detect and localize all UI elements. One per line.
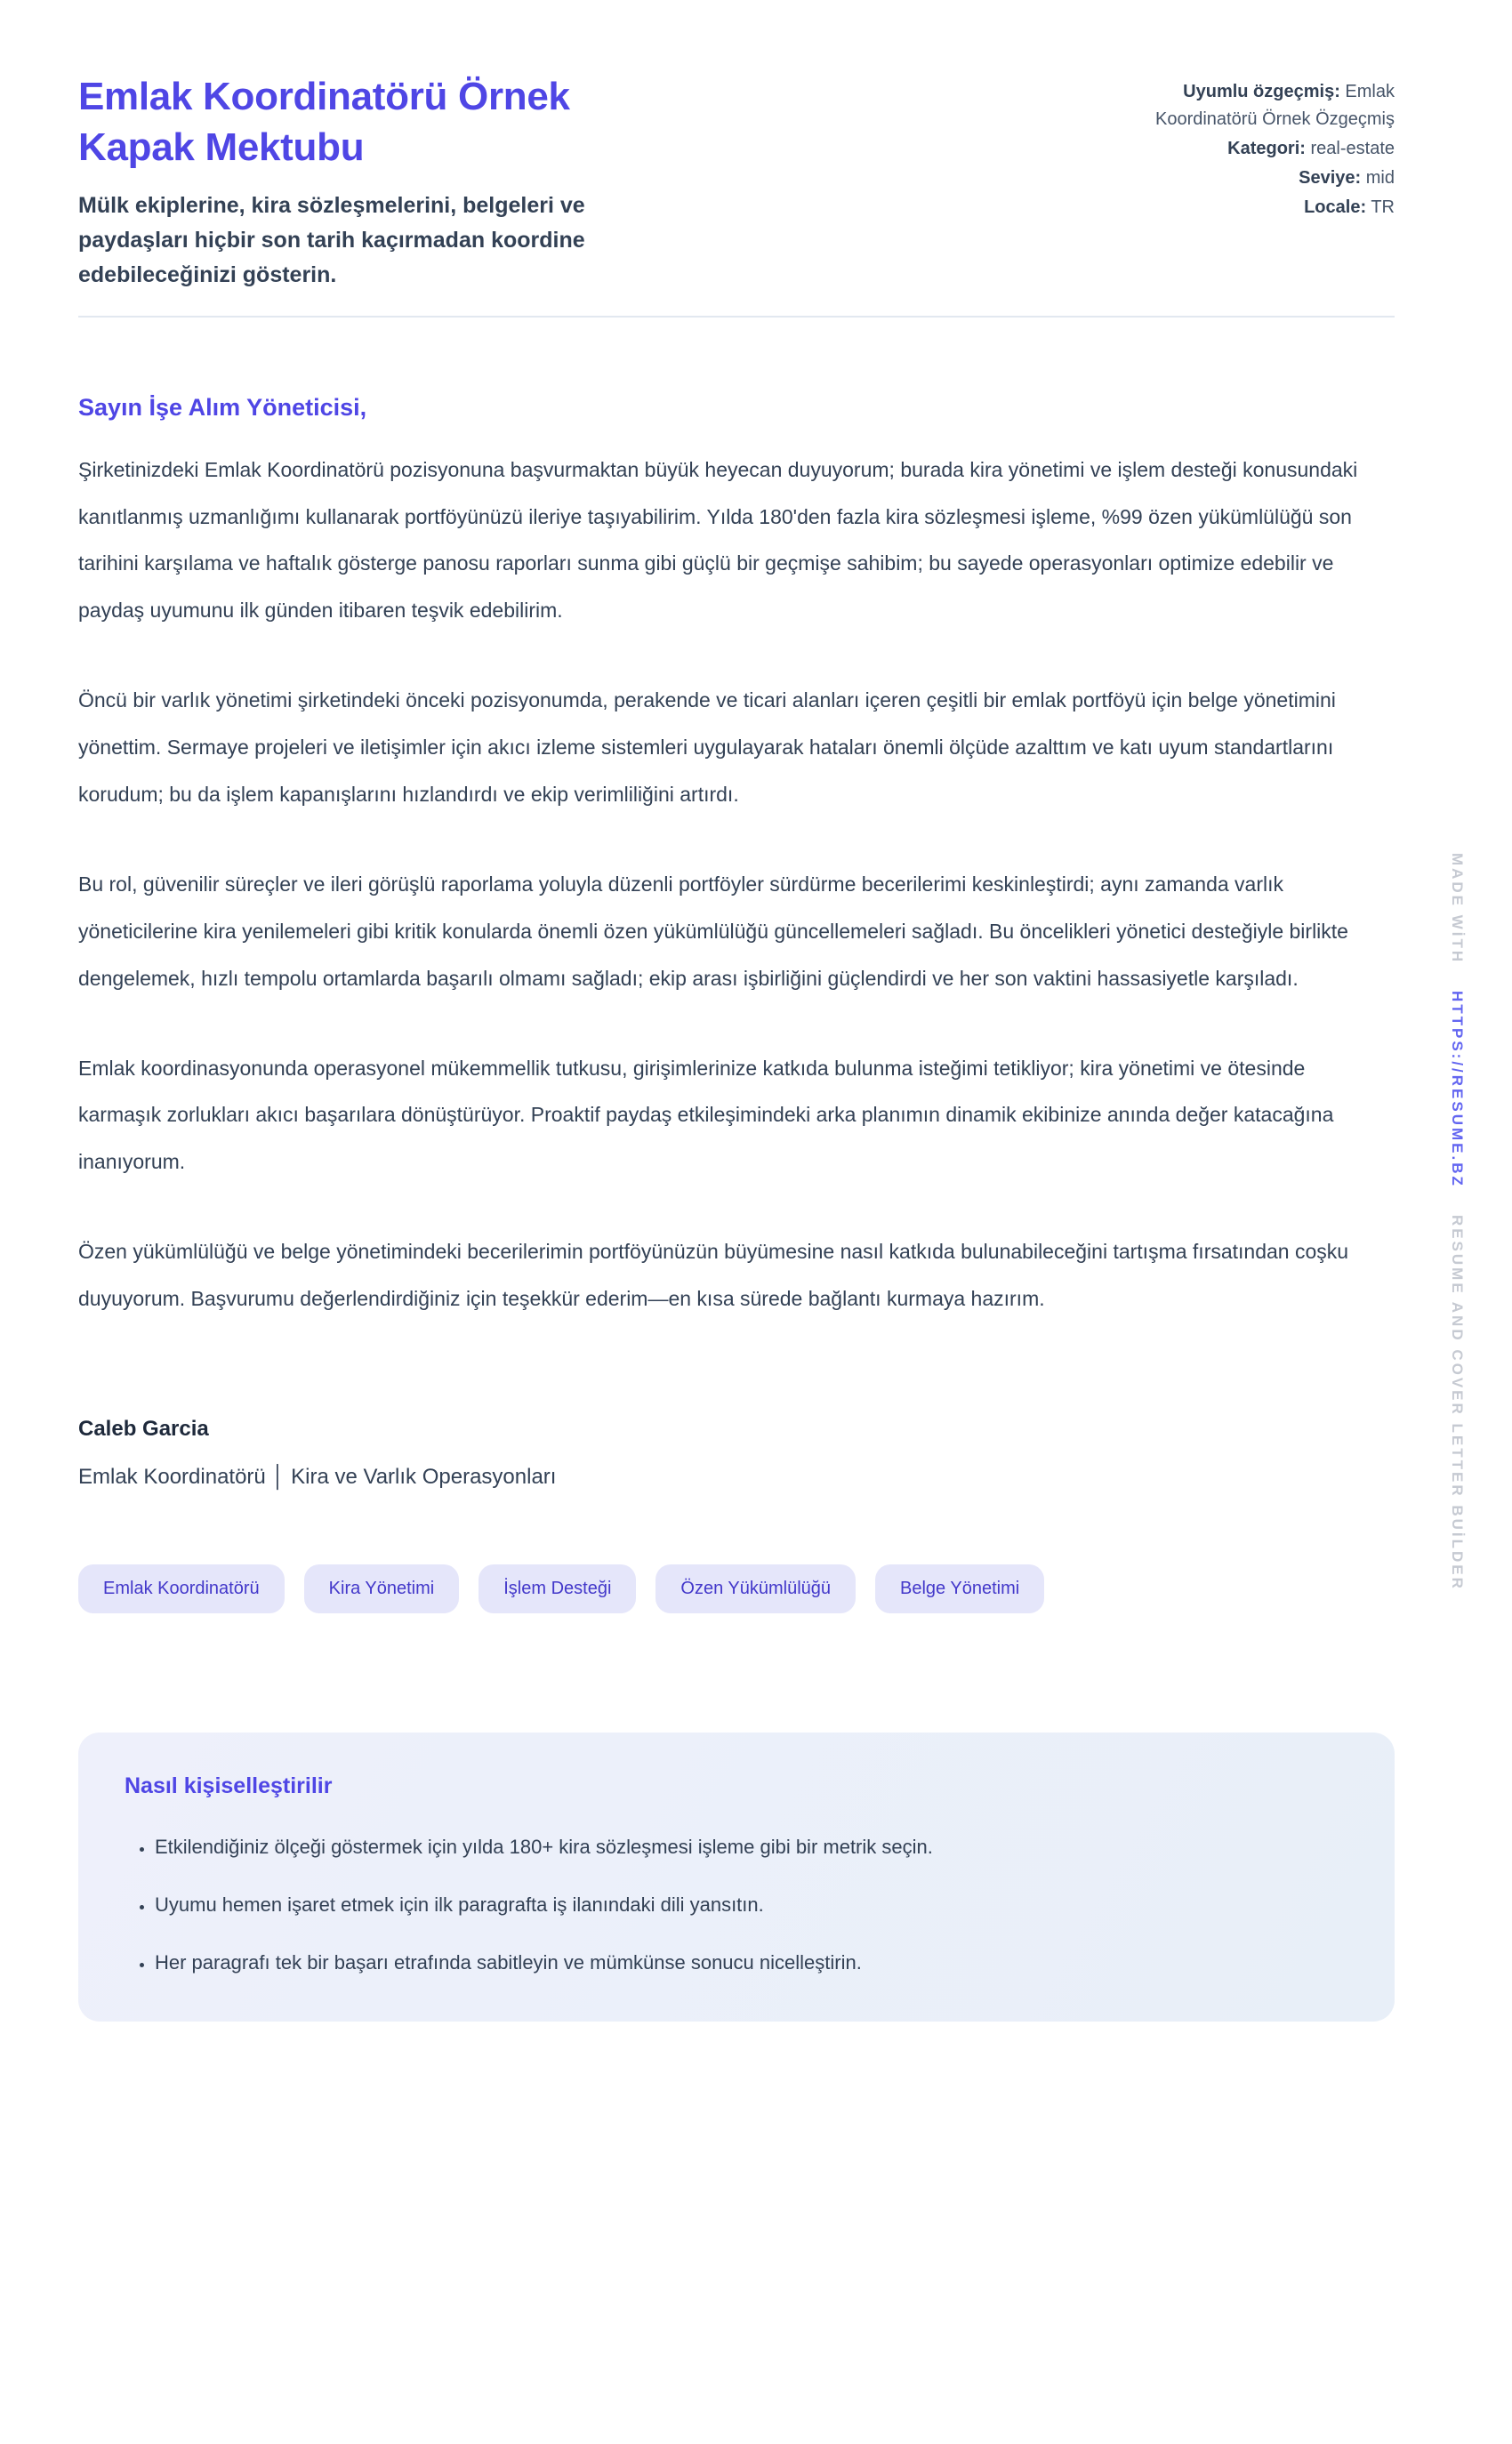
tag-pill-emlak-koordinatoru[interactable]: Emlak Koordinatörü <box>78 1564 285 1613</box>
tag-pill-islem-destegi[interactable]: İşlem Desteği <box>479 1564 636 1613</box>
cover-letter-page <box>78 0 1395 2022</box>
page-subtitle: Mülk ekiplerine, kira sözleşmelerini, belgeleri ve paydaşları hiçbir son tarih kaçırmadan koordine edebileceğinizi gösterin. <box>78 193 585 287</box>
tag-pill-kira-yonetimi[interactable]: Kira Yönetimi <box>304 1564 460 1613</box>
meta-label: Locale: <box>1304 197 1367 217</box>
divider <box>78 316 1395 318</box>
watermark <box>1448 853 1466 1591</box>
tips-box <box>78 1733 1395 2022</box>
letter-paragraph: Özen yükümlülüğü ve belge yönetimindeki becerilerimin portföyünüzün büyümesine nasıl katkıda bulunabileceğini tartışma fırsatından coşku duyuyorum. Başvurumu değerlendirdiğiniz için teşekkür ederim—en kısa sürede bağlantı kurmaya hazırım. <box>78 1240 1349 1311</box>
header <box>78 71 1395 293</box>
meta-block <box>1119 71 1395 223</box>
meta-label: Kategori: <box>1227 139 1306 158</box>
page-title: Emlak Koordinatörü Örnek Kapak Mektubu <box>78 75 570 170</box>
tips-list <box>125 1831 1348 1979</box>
letter-paragraph: Bu rol, güvenilir süreçler ve ileri görüşlü raporlama yoluyla düzenli portföyler sürdürme becerilerimi keskinleştirdi; aynı zamanda varlık yöneticilerine kira yenilemeleri gibi kritik konularda önemli özen yükümlülüğü güncellemeleri sağladı. Bu öncelikleri yönetici desteğiyle birlikte dengelemek, hızlı tempolu ortamlarda başarılı olmamı sağladı; ekip arası işbirliğini güçlendirdi ve her son vaktini hassasiyetle karşıladı. <box>78 872 1348 990</box>
meta-row-locale <box>1119 194 1395 221</box>
signature-name: Caleb Garcia <box>78 1416 209 1441</box>
greeting: Sayın İşe Alım Yöneticisi, <box>78 393 367 421</box>
meta-row-level <box>1119 165 1395 192</box>
meta-value: Emlak Koordinatörü Örnek Özgeçmiş <box>1154 82 1395 129</box>
meta-label: Uyumlu özgeçmiş: <box>1183 82 1340 101</box>
tag-list <box>78 1564 1395 1613</box>
letter-paragraph: Şirketinizdeki Emlak Koordinatörü pozisyonuna başvurmaktan büyük heyecan duyuyorum; burada kira yönetimi ve işlem desteği konusundaki kanıtlanmış uzmanlığımı kullanarak portföyünüzü ileriye taşıyabilirim. Yılda 180'den fazla kira sözleşmesi işleme, %99 özen yükümlülüğü son tarihini karşılama ve haftalık gösterge panosu raporları sunma gibi güçlü bir geçmişe sahibim; bu sayede operasyonları optimize edebilir ve paydaş uyumunu ilk günden itibaren teşvik edebilirim. <box>78 457 1358 623</box>
watermark-tagline: RESUME AND COVER LETTER BUİLDER <box>1449 1215 1466 1592</box>
watermark-url: HTTPS://RESUME.BZ <box>1449 991 1466 1189</box>
signature-role: Emlak Koordinatörü │ Kira ve Varlık Operasyonları <box>78 1464 557 1489</box>
tag-pill-belge-yonetimi[interactable]: Belge Yönetimi <box>875 1564 1044 1613</box>
tag-pill-ozen-yukumlulugu[interactable]: Özen Yükümlülüğü <box>655 1564 856 1613</box>
tip-item: • Uyumu hemen işaret etmek için ilk paragrafta iş ilanındaki dili yansıtın. <box>155 1889 1348 1920</box>
header-title-block <box>78 71 683 293</box>
meta-value: mid <box>1365 168 1395 188</box>
meta-row-category <box>1119 135 1395 163</box>
meta-value: real-estate <box>1310 139 1395 158</box>
tips-title: Nasıl kişiselleştirilir <box>125 1773 333 1798</box>
tip-item: • Etkilendiğiniz ölçeği göstermek için yılda 180+ kira sözleşmesi işleme gibi bir metrik seçin. <box>155 1831 1348 1862</box>
letter-paragraph: Emlak koordinasyonunda operasyonel mükemmellik tutkusu, girişimlerinize katkıda bulunma isteğimi tetikliyor; kira yönetimi ve ötesinde karmaşık zorlukları akıcı başarılara dönüştürüyor. Proaktif paydaş etkileşimindeki arka planımın dinamik ekibinize anında değer katacağına inanıyorum. <box>78 1056 1334 1174</box>
watermark-made-with-label: MADE WİTH <box>1449 852 1466 965</box>
letter-body <box>78 394 1395 1490</box>
letter-paragraph: Öncü bir varlık yönetimi şirketindeki önceki pozisyonumda, perakende ve ticari alanları içeren çeşitli bir emlak portföyü için belge yönetimini yönettim. Sermaye projeleri ve iletişimler için akıcı izleme sistemleri uygulayarak hataları önemli ölçüde azalttım ve katı uyum standartlarını korudum; bu da işlem kapanışlarını hızlandırdı ve ekip verimliliğini artırdı. <box>78 688 1336 806</box>
meta-label: Seviye: <box>1299 168 1362 188</box>
tip-item: • Her paragrafı tek bir başarı etrafında sabitleyin ve mümkünse sonucu nicelleştirin. <box>155 1947 1348 1978</box>
meta-row-matching-resume <box>1119 78 1395 133</box>
meta-value: TR <box>1371 197 1395 217</box>
